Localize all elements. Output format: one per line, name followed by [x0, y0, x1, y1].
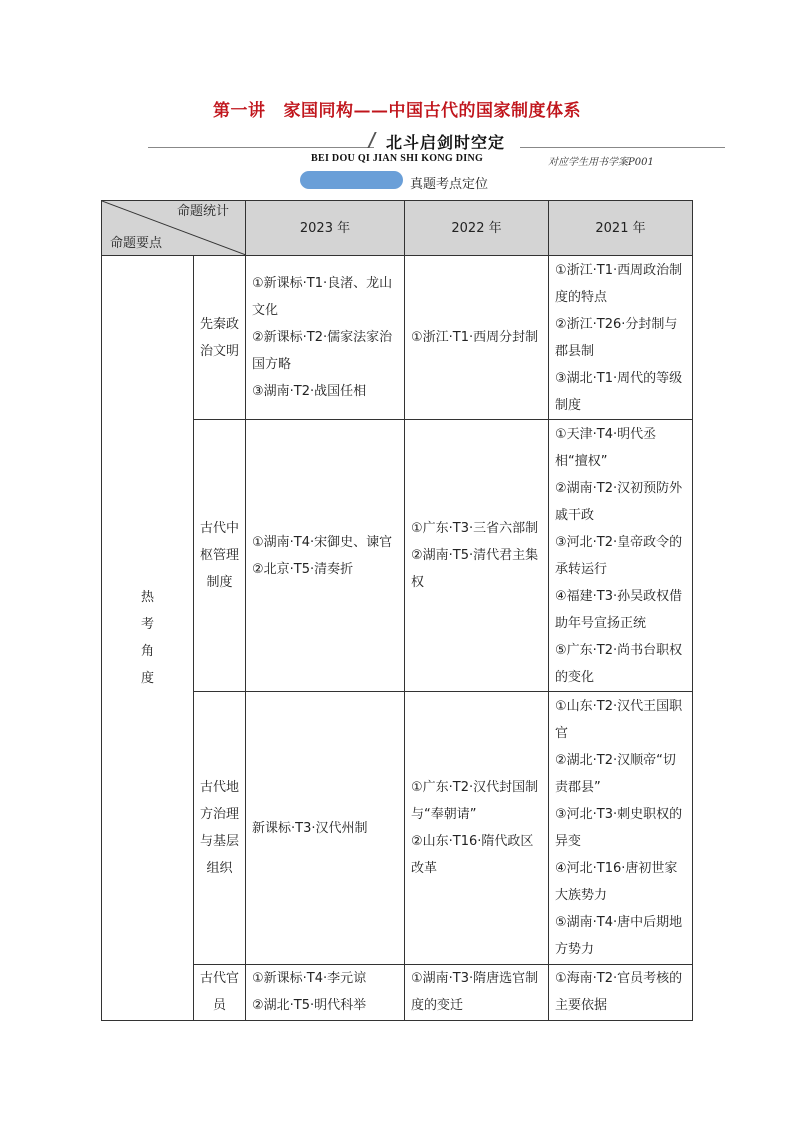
- exam-entry: ⑤湖南·T4·唐中后期地方势力: [555, 915, 683, 957]
- exam-entry: ①浙江·T1·西周政治制度的特点: [555, 262, 683, 305]
- exam-entry: ④河北·T16·唐初世家大族势力: [555, 861, 678, 903]
- lecture-title: 家国同构——中国古代的国家制度体系: [283, 101, 581, 121]
- section-pill: [300, 171, 403, 189]
- cell-2023: [246, 692, 405, 965]
- exam-entry: ①山东·T2·汉代王国职官: [555, 699, 683, 741]
- corner-bottom-label: 命题要点: [110, 236, 163, 251]
- exam-entry: ②山东·T16·隋代政区改革: [411, 834, 534, 876]
- exam-entry: ①新课标·T1·良渚、龙山文化: [252, 276, 393, 318]
- cell-2021: [549, 692, 693, 965]
- banner-heading: 北斗启剑时空定: [386, 133, 506, 152]
- year-header: 2022 年: [405, 201, 549, 256]
- topic-cell: 先秦政治文明: [194, 256, 246, 420]
- exam-entry: ②湖北·T5·明代科举: [252, 998, 367, 1013]
- banner-rule-right: [520, 147, 725, 148]
- year-header: 2023 年: [246, 201, 405, 256]
- exam-entry: ②北京·T5·清奏折: [252, 561, 354, 577]
- cell-2022: [405, 256, 549, 420]
- document-title: [0, 96, 794, 121]
- exam-entry: ①海南·T2·官员考核的主要依据: [555, 971, 683, 1013]
- corner-top-label: 命题统计: [176, 204, 229, 219]
- exam-entry: ②湖北·T2·汉顺帝“切责郡县”: [555, 753, 676, 795]
- cell-2022: [405, 420, 549, 692]
- exam-entry: ②湖南·T2·汉初预防外戚干政: [555, 480, 683, 523]
- banner-pinyin: BEI DOU QI JIAN SHI KONG DING: [311, 153, 484, 164]
- cell-2023: [246, 256, 405, 420]
- cell-2023: [246, 420, 405, 692]
- corner-header: [102, 201, 246, 256]
- table-header-row: [102, 201, 693, 256]
- student-book-reference: 对应学生用书学案P001: [548, 157, 654, 168]
- lecture-number: 第一讲: [213, 101, 266, 121]
- section-banner: [0, 128, 794, 178]
- cell-2022: [405, 965, 549, 1021]
- topic-cell: 古代官员: [194, 965, 246, 1021]
- section-label: 真题考点定位: [410, 177, 489, 192]
- exam-entry: ①广东·T2·汉代封国制与“奉朝请”: [411, 780, 539, 822]
- banner-slash: [367, 132, 376, 148]
- vertical-text: 热 考 角 度: [140, 590, 154, 686]
- exam-entry: ④福建·T3·孙吴政权借助年号宣扬正统: [555, 588, 683, 631]
- exam-entry: ①新课标·T4·李元谅: [252, 971, 367, 986]
- exam-entry: ③河北·T2·皇帝政令的承转运行: [555, 534, 683, 577]
- exam-entry: ③湖南·T2·战国任相: [252, 384, 367, 399]
- table-row: [102, 256, 693, 420]
- row-group-label: [102, 256, 194, 1021]
- cell-2021: [549, 965, 693, 1021]
- exam-entry: ①湖南·T4·宋御史、谏官: [252, 534, 393, 550]
- year-header: 2021 年: [549, 201, 693, 256]
- exam-entry: ①浙江·T1·西周分封制: [411, 330, 539, 345]
- exam-entry: ①天津·T4·明代丞相“擅权”: [555, 426, 657, 469]
- cell-2021: [549, 420, 693, 692]
- exam-entry: ②浙江·T26·分封制与郡县制: [555, 316, 678, 359]
- banner-rule-left: [148, 147, 374, 148]
- exam-point-table: [101, 200, 693, 1021]
- exam-entry: ①湖南·T3·隋唐选官制度的变迁: [411, 971, 539, 1013]
- topic-cell: 古代地方治理与基层组织: [194, 692, 246, 965]
- topic-cell: 古代中枢管理制度: [194, 420, 246, 692]
- exam-entry: ③河北·T3·刺史职权的异变: [555, 807, 683, 849]
- exam-entry: ②湖南·T5·清代君主集权: [411, 548, 539, 590]
- cell-2022: [405, 692, 549, 965]
- exam-entry: 新课标·T3·汉代州制: [252, 820, 368, 836]
- cell-2021: [549, 256, 693, 420]
- exam-entry: ③湖北·T1·周代的等级制度: [555, 370, 683, 413]
- exam-entry: ①广东·T3·三省六部制: [411, 521, 539, 536]
- cell-2023: [246, 965, 405, 1021]
- exam-entry: ②新课标·T2·儒家法家治国方略: [252, 330, 393, 372]
- exam-entry: ⑤广东·T2·尚书台职权的变化: [555, 642, 683, 685]
